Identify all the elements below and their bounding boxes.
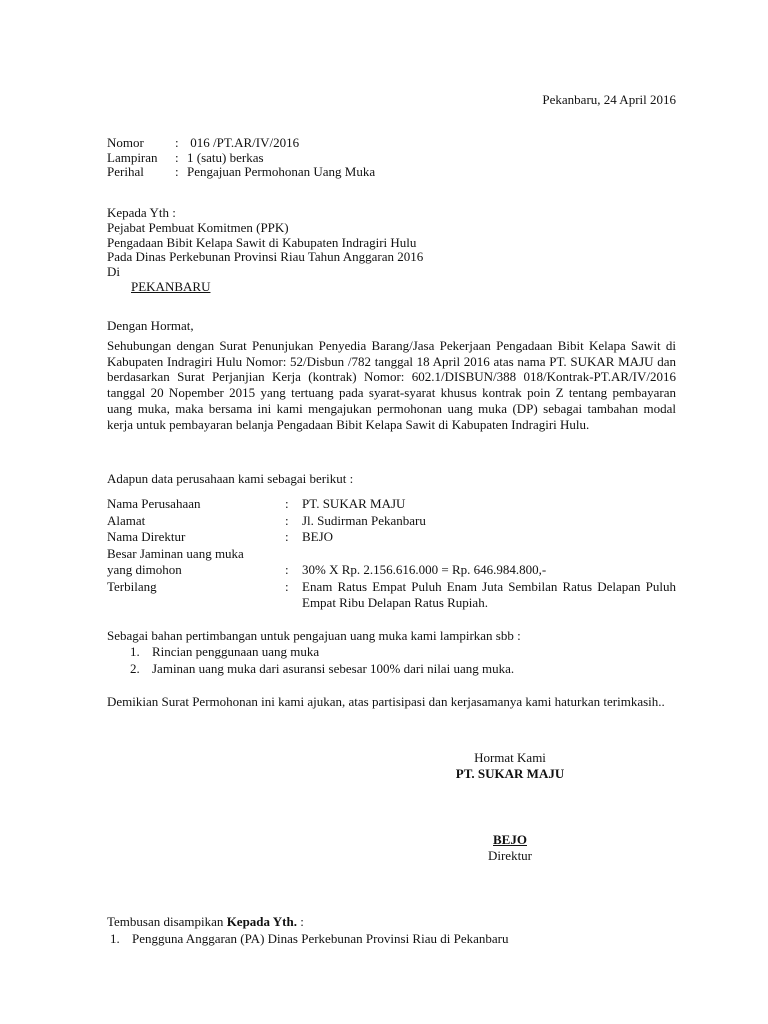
place-date: Pekanbaru, 24 April 2016 (542, 92, 676, 107)
data-label: Besar Jaminan uang muka (107, 545, 244, 561)
closing-paragraph: Demikian Surat Permohonan ini kami ajukan, atas partisipasi dan kerjasamanya kami haturkan terimkasih.. (107, 694, 665, 709)
data-label: yang dimohon (107, 562, 182, 577)
data-separator: : (285, 512, 289, 528)
data-separator: : (285, 529, 289, 544)
list-text: Jaminan uang muka dari asuransi sebesar 100% dari nilai uang muka. (152, 661, 515, 676)
data-separator: : (285, 562, 289, 577)
list-number: 2. (130, 661, 140, 676)
meta-value: 016 /PT.AR/IV/2016 (187, 135, 300, 150)
data-label: Terbilang (107, 578, 157, 594)
list-number: 1. (130, 644, 140, 659)
data-row (107, 546, 676, 563)
list-item (130, 644, 514, 661)
recipient-line: Pengadaan Bibit Kelapa Sawit di Kabupaten Indragiri Hulu (107, 234, 417, 250)
data-row (107, 529, 676, 546)
attachments-list (130, 644, 514, 678)
meta-label: Nomor (107, 135, 144, 150)
meta-label: Lampiran (107, 149, 158, 165)
opening-paragraph: Sehubungan dengan Surat Penunjukan Penyedia Barang/Jasa Pekerjaan Pengadaan Bibit Kelapa Sawit di Kabupaten Indragiri Hulu Nomor: 52/Disbun /782 tanggal 18 April 2016 atas nama PT. SUKAR MAJU dan berdasarkan Surat Perjanjian Kerja (kontrak) Nomor: 602.1/DISBUN/388 018/Kontrak-PT.AR/IV/2016 tanggal 20 Nopember 2015 yang tertuang pada syarat-syarat khusus kontrak poin Z tentang pembayaran uang muka, maka bersama ini kami mengajukan permohonan uang muka (DP) sebagai tambahan modal kerja untuk pembayaran belanja Pengadaan Bibit Kelapa Sawit di Kabupaten Indragiri Hulu. (107, 338, 676, 432)
data-value: Jl. Sudirman Pekanbaru (302, 512, 426, 528)
data-label: Nama Direktur (107, 529, 186, 544)
letter-meta (107, 135, 375, 179)
recipient-line: Di (107, 264, 120, 280)
data-value: Enam Ratus Empat Puluh Enam Juta Sembilan Ratus Delapan Puluh Empat Ribu Delapan Ratus Rupiah. (302, 578, 676, 610)
greeting: Dengan Hormat, (107, 318, 194, 333)
cc-intro-prefix: Tembusan disampikan (107, 914, 227, 929)
cc-intro (107, 914, 304, 930)
meta-separator: : (175, 149, 179, 165)
data-intro: Adapun data perusahaan kami sebagai berikut : (107, 471, 354, 486)
attachments-intro: Sebagai bahan pertimbangan untuk pengajuan uang muka kami lampirkan sbb : (107, 628, 521, 643)
regards-text: Hormat Kami (474, 750, 546, 765)
data-row (107, 562, 676, 579)
data-value: 30% X Rp. 2.156.616.000 = Rp. 646.984.800,- (302, 562, 547, 577)
meta-row-lampiran (107, 150, 375, 165)
cc-intro-suffix: : (297, 914, 304, 929)
signature-footer (420, 832, 600, 864)
meta-separator: : (175, 164, 179, 179)
data-separator: : (285, 578, 289, 594)
data-label: Alamat (107, 512, 146, 528)
recipient-block (107, 205, 423, 294)
meta-row-perihal (107, 164, 375, 179)
list-text: Pengguna Anggaran (PA) Dinas Perkebunan Provinsi Riau di Pekanbaru (132, 931, 509, 946)
list-number: 1. (110, 931, 120, 946)
data-value: BEJO (302, 529, 334, 544)
data-row (107, 513, 676, 530)
meta-value: 1 (satu) berkas (187, 149, 264, 165)
data-label: Nama Perusahaan (107, 496, 201, 511)
signature-header (420, 750, 600, 782)
recipient-line: Kepada Yth : (107, 205, 176, 220)
cc-intro-bold: Kepada Yth. (226, 914, 297, 929)
list-text: Rincian penggunaan uang muka (152, 644, 320, 659)
signature-company: PT. SUKAR MAJU (455, 766, 565, 781)
signatory-name: BEJO (493, 832, 527, 847)
list-item (130, 661, 514, 678)
data-row (107, 579, 676, 612)
company-data-table (107, 496, 676, 612)
list-item (110, 931, 508, 947)
data-value: PT. SUKAR MAJU (302, 496, 406, 511)
recipient-line: Pejabat Pembuat Komitmen (PPK) (107, 219, 289, 235)
cc-list (110, 931, 508, 947)
meta-label: Perihal (107, 164, 144, 179)
data-separator: : (285, 496, 289, 511)
meta-separator: : (175, 135, 179, 150)
meta-row-nomor (107, 135, 375, 150)
signatory-title: Direktur (487, 848, 533, 863)
recipient-city: PEKANBARU (131, 278, 211, 294)
meta-value: Pengajuan Permohonan Uang Muka (187, 164, 376, 179)
recipient-line: Pada Dinas Perkebunan Provinsi Riau Tahun Anggaran 2016 (107, 249, 424, 265)
data-row (107, 496, 676, 513)
